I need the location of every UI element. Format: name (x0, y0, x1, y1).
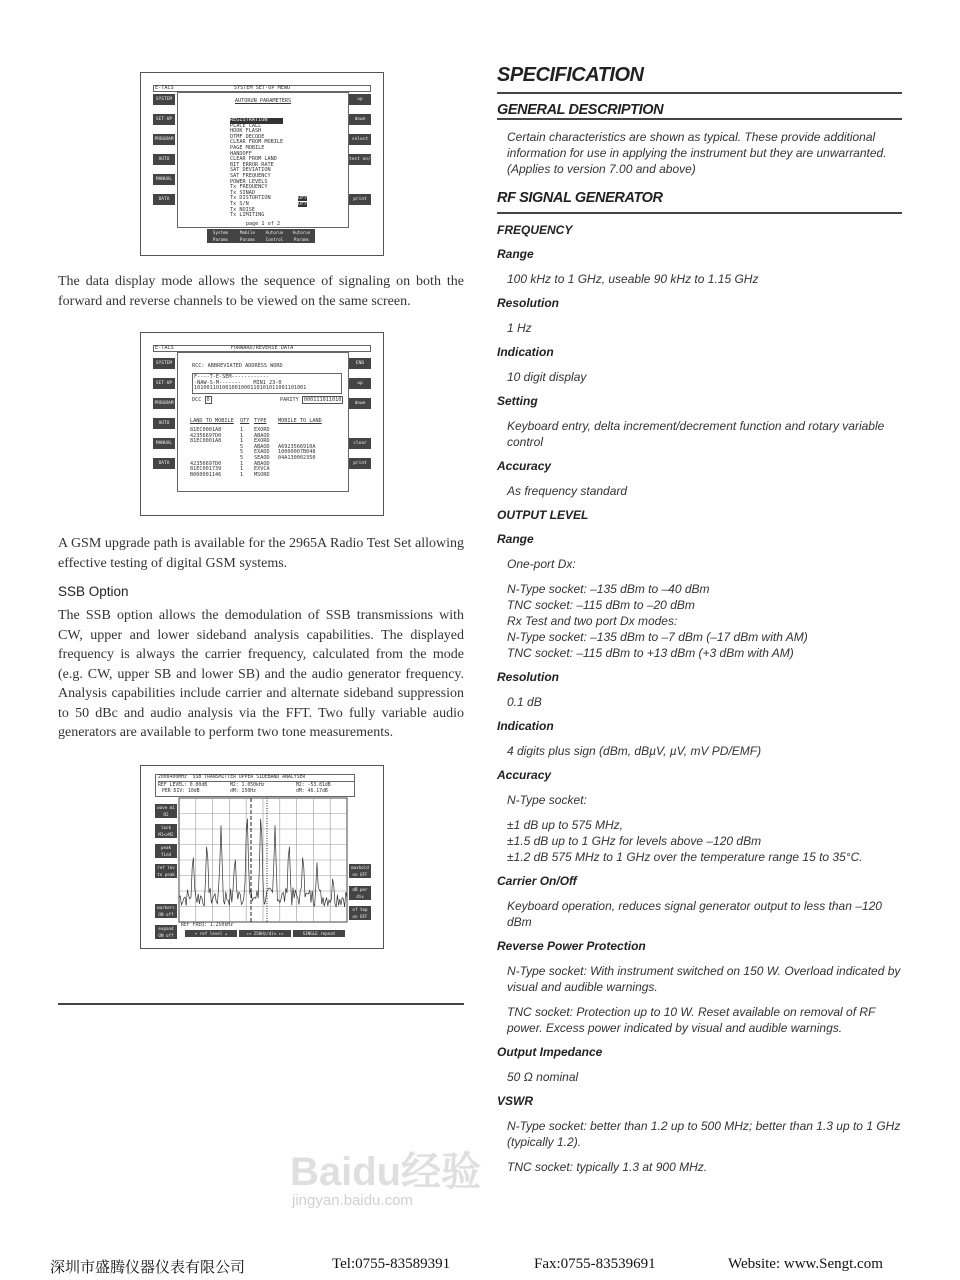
table-cell: MSORD (254, 471, 270, 478)
softkey-left[interactable]: MANUAL (153, 174, 175, 185)
screen-title-bar (153, 345, 371, 352)
vswr-label: VSWR (497, 1094, 533, 1108)
level-indication-value: 4 digits plus sign (dBm, dBµV, µV, mV PD/EMF) (507, 744, 762, 758)
menu-item[interactable]: SAT DEVIATION (230, 167, 271, 174)
ssb-analyser-screenshot (140, 765, 384, 949)
softkey-bottom[interactable]: SINGLE repeat (293, 930, 345, 937)
system-setup-screenshot (140, 72, 384, 256)
table-cell: EXORD (254, 427, 270, 433)
delta-level: dM: 46.17dB (296, 788, 328, 794)
table-cell: 5 (240, 455, 244, 461)
table-cell: ABAOD (254, 460, 270, 467)
ref-freq: REF FREQ: 1.250kHz (181, 923, 233, 928)
freq-resolution-label: Resolution (497, 296, 559, 310)
softkey-left[interactable]: SYSTEM (153, 358, 175, 369)
softkey-left[interactable]: AUTO (153, 154, 175, 165)
level-resolution-label: Resolution (497, 670, 559, 684)
menu-item[interactable]: HOOK FLASH (230, 128, 262, 135)
freq-range-label: Range (497, 247, 534, 261)
softkey-left[interactable]: expand ON off (155, 925, 177, 939)
output-level-heading: OUTPUT LEVEL (497, 508, 589, 522)
table-header: MOBILE TO LAND (278, 418, 322, 424)
word-line: 101001101001001000110101011001101001 (194, 385, 307, 392)
softkey-left[interactable]: PROGRAM (153, 398, 175, 409)
fax: Fax:0755-83539691 (534, 1256, 656, 1272)
baidu-watermark-logo: Baidu经验 (290, 1150, 482, 1194)
vswr-tnc: TNC socket: typically 1.3 at 900 MHz. (507, 1160, 708, 1174)
ssb-paragraph: The SSB option allows the demodulation of SSB transmissions with CW, upper and lower sideband analysis capabilities. The displayed frequency is always the carrier frequency, calculated from the mode (e.g. CW, upper SB and lower SB) and the audio generator frequency. Analysis capabilities include carrier and alternate sideband suppression to 50 dBc and audio analysis via the FFT. Two fully variable audio generators are available to perform two tone measurements. (58, 608, 464, 740)
table-cell: 1 (240, 432, 244, 439)
menu-item[interactable]: REGISTRATION (230, 118, 283, 124)
menu-item[interactable]: Tx FREQUENCY (230, 184, 268, 191)
mode-label: E-TACS (155, 345, 174, 351)
section-divider (58, 1003, 464, 1005)
table-cell: 1 (240, 466, 244, 473)
screen-title: FORWARD/REVERSE DATA (230, 345, 294, 351)
softkey-right[interactable]: END (349, 358, 371, 369)
freq-resolution-value: 1 Hz (507, 321, 532, 335)
website: Website: www.Sengt.com (728, 1256, 883, 1272)
word-line: -NAW-S-M------- MIN1 23-0 (194, 379, 282, 386)
table-cell: 5 (240, 449, 244, 456)
table-cell: 1 (240, 438, 244, 445)
frequency-heading: FREQUENCY (497, 223, 573, 237)
freq-accuracy-label: Accuracy (497, 459, 552, 473)
table-cell: EXORD (254, 438, 270, 445)
table-header: QTY (240, 418, 250, 424)
table-cell: 42356697D0 (190, 460, 222, 467)
softkey-right[interactable]: maxhold on OFF (349, 864, 371, 878)
flag-off-2: OFF (298, 200, 308, 207)
level-accuracy-intro: N-Type socket: (507, 793, 587, 807)
freq-setting-value: Keyboard entry, delta increment/decrement function and rotary variable control (507, 419, 885, 449)
menu-item[interactable]: Tx NOISE (230, 206, 255, 213)
menu-item[interactable]: BIT ERROR RATE (230, 161, 274, 168)
softkey-bottom[interactable]: Autorun Control (261, 229, 288, 243)
analyser-header (155, 774, 355, 797)
value-line: ±1.5 dB up to 1 GHz for levels above –120 dBm (507, 834, 762, 848)
level-range-lines (497, 581, 902, 661)
softkey-right[interactable]: of top on OFF (349, 906, 371, 920)
level-indication-label: Indication (497, 719, 554, 733)
table-cell: 1 (240, 471, 244, 478)
softkey-left[interactable]: peak find (155, 844, 177, 858)
table-cell: EXVCA (254, 466, 270, 473)
dcc-label: DCC (192, 397, 202, 403)
table-cell: 1 (240, 460, 244, 467)
ssb-heading: SSB Option (58, 584, 129, 599)
mode-label: E-TACS (155, 85, 174, 91)
gsm-paragraph: A GSM upgrade path is available for the 2965A Radio Test Set allowing effective testing of digital GSM systems. (58, 536, 464, 571)
reverse-power-label: Reverse Power Protection (497, 939, 646, 953)
freq-indication-value: 10 digit display (507, 370, 587, 384)
dcc-value: 0 (206, 397, 210, 403)
level-range-intro: One-port Dx: (507, 557, 576, 571)
softkey-bottom[interactable]: Mobile Params (234, 229, 261, 243)
analyser-title: 2008400MHz SSB TRANSMITTER UPPER SIDEBAND ANALYSER (158, 775, 354, 782)
rf-signal-generator-heading: RF SIGNAL GENERATOR (497, 188, 902, 214)
value-line: N-Type socket: –135 dBm to –40 dBm (507, 582, 710, 596)
softkey-bottom[interactable]: ▾ ref level ▴ (185, 930, 237, 937)
freq-setting-label: Setting (497, 394, 538, 408)
menu-item[interactable]: POWER LEVELS (230, 178, 268, 185)
table-header: TYPE (254, 418, 267, 424)
table-cell: 81EC001739 (190, 466, 222, 473)
menu-item[interactable]: PAGE MOBILE (230, 144, 265, 151)
softkey-left[interactable]: SET-UP (153, 378, 175, 389)
table-cell: B000001146 (190, 471, 222, 478)
telephone: Tel:0755-83589391 (332, 1256, 451, 1272)
word-line: F----T-E-SEM------------ (194, 374, 269, 380)
softkey-left[interactable]: SET-UP (153, 114, 175, 125)
address-word-box (192, 373, 342, 394)
forward-reverse-data-screenshot (140, 332, 384, 516)
impedance-value: 50 Ω nominal (507, 1070, 579, 1084)
freq-range-value: 100 kHz to 1 GHz, useable 90 kHz to 1.15 GHz (507, 272, 759, 286)
panel-heading: RCC: ABBREVIATED ADDRESS WORD (192, 363, 283, 369)
value-line: TNC socket: –115 dBm to +13 dBm (+3 dBm with AM) (507, 646, 794, 660)
table-cell: 04A130002350 (278, 455, 316, 461)
softkey-right[interactable]: down (349, 398, 371, 409)
spec-title: SPECIFICATION (497, 64, 902, 94)
softkey-bottom[interactable]: ◂◂ 250Hz/div ▸▸ (239, 930, 291, 937)
panel-heading: AUTORUN PARAMETERS (234, 98, 292, 104)
parity-label: PARITY (280, 397, 299, 403)
baidu-watermark-url: jingyan.baidu.com (292, 1192, 413, 1209)
softkey-bottom[interactable]: Autorun Params (288, 229, 315, 243)
softkey-right[interactable]: clear (349, 438, 371, 449)
softkey-left[interactable]: AUTO (153, 418, 175, 429)
softkey-right[interactable]: up (349, 94, 371, 105)
delta-freq: dM: 150Hz (230, 788, 256, 794)
value-line: ±1.2 dB 575 MHz to 1 GHz over the temperature range 15 to 35°C. (507, 850, 863, 864)
value-line: TNC socket: –115 dBm to –20 dBm (507, 598, 695, 612)
menu-item[interactable]: Tx S/N (230, 200, 249, 207)
menu-item[interactable]: DTMF DECODE (230, 133, 265, 140)
data-display-paragraph: The data display mode allows the sequence of signaling on both the forward and reverse channels to be viewed on the same screen. (58, 274, 464, 309)
softkey-left[interactable]: wave m1 R2 (155, 804, 177, 818)
table-cell: SEAOD (254, 455, 270, 461)
reverse-power-ntype: N-Type socket: With instrument switched on 150 W. Overload indicated by visual and audible warnings. (507, 964, 901, 994)
carrier-value: Keyboard operation, reduces signal generator output to less than –120 dBm (507, 899, 882, 929)
reverse-power-tnc: TNC socket: Protection up to 10 W. Reset available on removal of RF power. Excess power indicated by visual and audible warnings. (507, 1005, 876, 1035)
table-cell: 81EC0001A8 (190, 438, 222, 445)
menu-item[interactable]: SAT FREQUENCY (230, 172, 271, 179)
table-cell: 5 (240, 443, 244, 450)
softkey-left[interactable]: DATA (153, 194, 175, 205)
softkey-right[interactable]: print (349, 458, 371, 469)
autorun-panel (177, 92, 349, 228)
table-header: LAND TO MOBILE (190, 418, 234, 424)
freq-accuracy-value: As frequency standard (507, 484, 628, 498)
level-range-label: Range (497, 532, 534, 546)
level-resolution-value: 0.1 dB (507, 695, 542, 709)
softkey-left[interactable]: PROGRAM (153, 134, 175, 145)
value-line: Rx Test and two port Dx modes: (507, 614, 678, 628)
table-cell: EXADD (254, 449, 270, 456)
menu-item[interactable]: Tx DISTORTION (230, 195, 271, 202)
ref-level: REF LEVEL: 0.00dB (158, 782, 208, 788)
softkey-left[interactable]: SYSTEM (153, 94, 175, 105)
softkey-right[interactable]: down (349, 114, 371, 125)
table-cell: 81EC0001A8 (190, 427, 222, 433)
flag-off-1: OFF (298, 195, 308, 201)
menu-item[interactable]: Tx SINAD (230, 189, 255, 196)
value-line: ±1 dB up to 575 MHz, (507, 818, 623, 832)
menu-item[interactable]: CLEAR FROM LAND (230, 156, 277, 163)
spectrum-plot (179, 798, 347, 922)
freq-indication-label: Indication (497, 345, 554, 359)
softkey-left[interactable]: ref lev to peak (155, 864, 177, 878)
per-div: PER DIV: 10dB (162, 788, 200, 794)
softkey-left[interactable]: markers ON off (155, 904, 177, 918)
menu-item[interactable]: Tx LIMITING (230, 212, 265, 219)
softkey-left[interactable]: lock M1<>M2 (155, 824, 177, 838)
table-cell: ABAOD (254, 443, 270, 450)
menu-item[interactable]: PLACE CALL (230, 122, 262, 129)
vswr-ntype: N-Type socket: better than 1.2 up to 500 MHz; better than 1.3 up to 1 GHz (typically 1.2). (507, 1119, 901, 1149)
softkey-right[interactable]: test on/off (349, 154, 371, 165)
marker-freq: M2: 1.050kHz (230, 782, 265, 788)
table-cell: A6923566910A (278, 443, 316, 450)
general-description-text: Certain characteristics are shown as typical. These provide additional information for use in applying the instrument but they are unwarranted. (Applies to version 7.00 and above) (507, 130, 887, 176)
value-line: N-Type socket: –135 dBm to –7 dBm (–17 dBm with AM) (507, 630, 808, 644)
company-name: 深圳市盛腾仪器仪表有限公司 (50, 1260, 246, 1276)
carrier-label: Carrier On/Off (497, 874, 577, 888)
impedance-label: Output Impedance (497, 1045, 603, 1059)
table-cell: 1 (240, 427, 244, 433)
softkey-left[interactable]: MANUAL (153, 438, 175, 449)
softkey-bottom[interactable]: System Params (207, 229, 234, 243)
parity-value: 000111011010 (303, 397, 342, 403)
menu-item[interactable]: CLEAR FROM MOBILE (230, 139, 284, 146)
page-indicator: page 1 of 2 (245, 221, 281, 227)
softkey-right[interactable]: print (349, 194, 371, 205)
table-cell: ABAOD (254, 432, 270, 439)
screen-title-bar (153, 85, 371, 92)
table-cell: 10000007B048 (278, 449, 316, 456)
specification-column (497, 64, 902, 1175)
marker-level: M2: -53.81dB (296, 782, 331, 788)
softkey-right[interactable]: dB per div (349, 886, 371, 900)
data-panel (177, 352, 349, 492)
menu-item[interactable]: HANDOFF (230, 150, 252, 157)
softkey-left[interactable]: DATA (153, 458, 175, 469)
table-cell: 42356697D0 (190, 432, 222, 439)
screen-title: SYSTEM SET-UP MENU (233, 85, 291, 91)
softkey-right[interactable]: select (349, 134, 371, 145)
softkey-right[interactable]: up (349, 378, 371, 389)
level-accuracy-label: Accuracy (497, 768, 552, 782)
general-description-heading: GENERAL DESCRIPTION (497, 94, 902, 120)
level-accuracy-lines (497, 817, 902, 865)
